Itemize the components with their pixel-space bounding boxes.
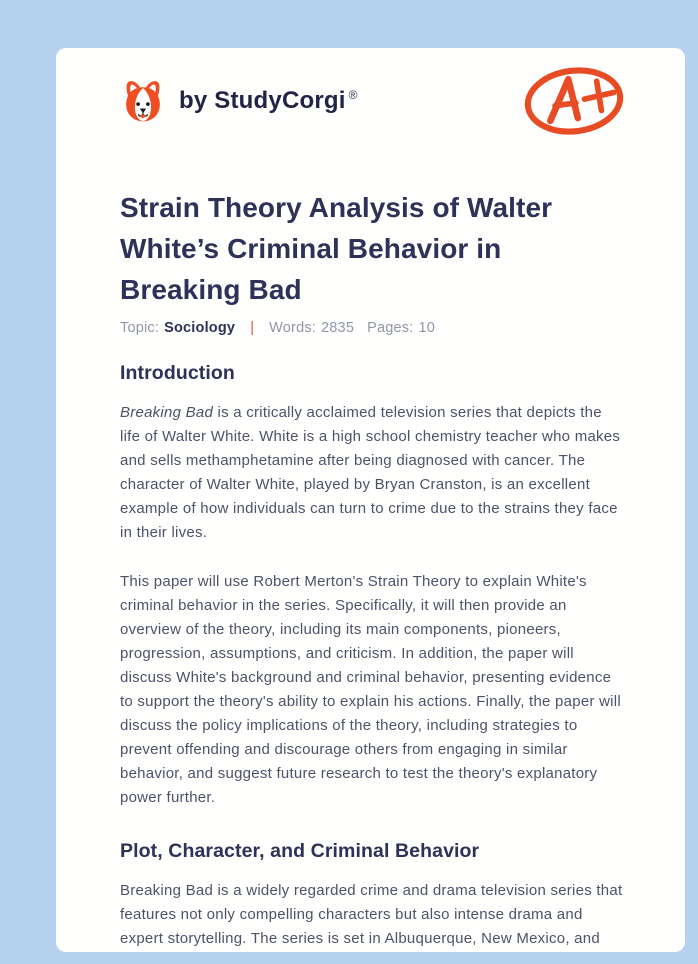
plot-paragraph-1: Breaking Bad is a widely regarded crime and drama television series that features not only compelling characters but also intense drama and expert storytelling. The series is set in Albuquerque, New Mexico, and bbox=[120, 882, 623, 947]
topic-link[interactable]: Sociology bbox=[164, 320, 236, 336]
words-count: Words: 2835 bbox=[269, 320, 355, 336]
section-heading-plot: Plot, Character, and Criminal Behavior bbox=[120, 840, 480, 862]
pages-count: Pages: 10 bbox=[367, 320, 435, 336]
topic-label: Topic: bbox=[120, 320, 160, 336]
italic-lead: Breaking Bad bbox=[120, 404, 214, 421]
essay-card bbox=[56, 48, 685, 952]
section-heading-introduction: Introduction bbox=[120, 362, 235, 384]
card-header bbox=[120, 63, 626, 139]
essay-title: Strain Theory Analysis of Walter White’s Criminal Behavior in Breaking Bad bbox=[120, 192, 553, 305]
registered-mark: ® bbox=[348, 88, 358, 102]
brand-wordmark: by StudyCorgi ® bbox=[179, 87, 358, 114]
intro-paragraph-2: This paper will use Robert Merton's Strain Theory to explain White's criminal behavior in the series. Specifically, it will then provide an overview of the theory, including its main components, pioneers, progression, assumptions, and criticism. In addition, the paper will discuss White's background and criminal behavior, presenting evidence to support the theory's ability to explain his actions. Finally, the paper will discuss the policy implications of the theory, including strategies to prevent offending and discourage others from engaging in similar behavior, and suggest future research to test the theory's explanatory power further. bbox=[120, 573, 621, 806]
studycorgi-brand-link[interactable] bbox=[120, 78, 358, 124]
essay-meta bbox=[120, 320, 626, 336]
a-plus-badge-icon bbox=[522, 63, 626, 139]
meta-separator: | bbox=[250, 320, 255, 336]
corgi-icon bbox=[120, 78, 166, 124]
intro-paragraph-1: Breaking Bad is a critically acclaimed television series that depicts the life of Walter White. White is a high school chemistry teacher who makes and sells methamphetamine after being diagnosed with cancer. The character of Walter White, played by Bryan Cranston, is an excellent example of how individuals can turn to crime due to the strains they face in their lives. bbox=[120, 404, 621, 541]
